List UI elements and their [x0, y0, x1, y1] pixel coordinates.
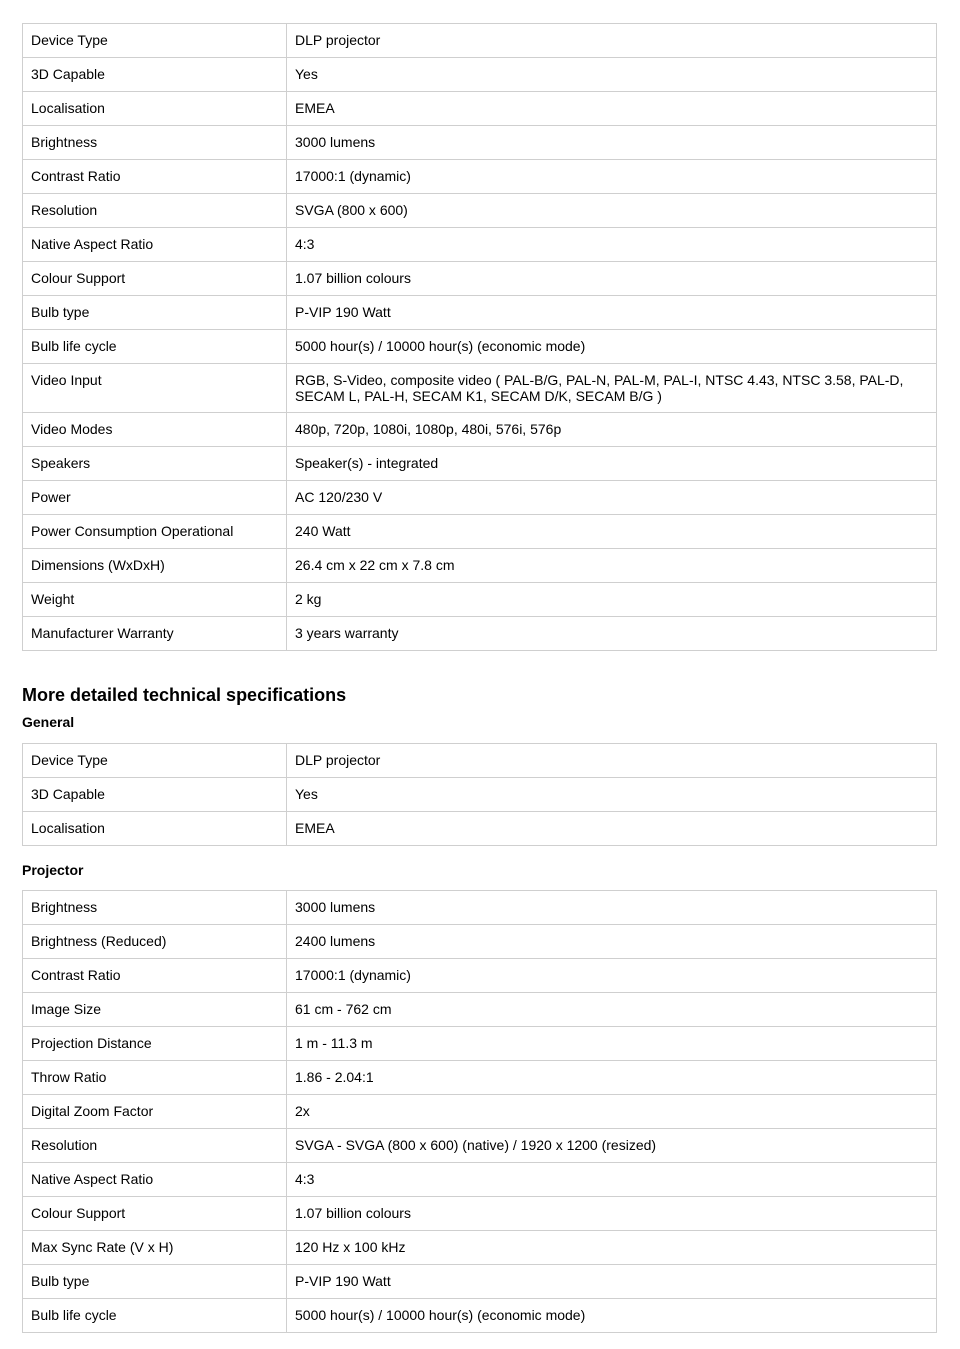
spec-label: Projection Distance [23, 1027, 287, 1061]
table-row [23, 160, 937, 194]
spec-value: Speaker(s) - integrated [287, 447, 937, 481]
table-row [23, 549, 937, 583]
spec-label: Max Sync Rate (V x H) [23, 1231, 287, 1265]
detailed-specs-title: More detailed technical specifications [22, 685, 347, 705]
spec-label: Contrast Ratio [23, 959, 287, 993]
table-row [23, 1061, 937, 1095]
table-row [23, 1197, 937, 1231]
spec-label: Localisation [23, 92, 287, 126]
table-row [23, 194, 937, 228]
table-row [23, 583, 937, 617]
table-row [23, 296, 937, 330]
spec-label: Bulb type [23, 1265, 287, 1299]
spec-label: Bulb life cycle [23, 1299, 287, 1333]
spec-label: Bulb type [23, 296, 287, 330]
spec-value: DLP projector [287, 744, 937, 778]
spec-value: Yes [287, 778, 937, 812]
spec-value: EMEA [287, 92, 937, 126]
spec-value: SVGA - SVGA (800 x 600) (native) / 1920 x 1200 (resized) [287, 1129, 937, 1163]
table-row [23, 993, 937, 1027]
table-row [23, 1299, 937, 1333]
spec-label: Native Aspect Ratio [23, 228, 287, 262]
spec-value: 4:3 [287, 228, 937, 262]
spec-value: DLP projector [287, 24, 937, 58]
table-row [23, 364, 937, 413]
table-row [23, 1265, 937, 1299]
table-row [23, 1095, 937, 1129]
spec-label: Power Consumption Operational [23, 515, 287, 549]
spec-label: Brightness [23, 126, 287, 160]
spec-label: Brightness [23, 891, 287, 925]
spec-value: 3000 lumens [287, 126, 937, 160]
spec-label: Throw Ratio [23, 1061, 287, 1095]
table-row [23, 58, 937, 92]
spec-value: EMEA [287, 812, 937, 846]
spec-label: 3D Capable [23, 778, 287, 812]
table-row [23, 891, 937, 925]
table-row [23, 447, 937, 481]
table-row [23, 1163, 937, 1197]
spec-value: 5000 hour(s) / 10000 hour(s) (economic mode) [287, 1299, 937, 1333]
spec-label: Colour Support [23, 1197, 287, 1231]
table-row [23, 959, 937, 993]
spec-value: 2400 lumens [287, 925, 937, 959]
spec-value: 4:3 [287, 1163, 937, 1197]
table-row [23, 262, 937, 296]
spec-label: Weight [23, 583, 287, 617]
spec-value: 3 years warranty [287, 617, 937, 651]
projector-spec-table [22, 890, 937, 1333]
table-row [23, 515, 937, 549]
spec-value: RGB, S-Video, composite video ( PAL-B/G, PAL-N, PAL-M, PAL-I, NTSC 4.43, NTSC 3.58, PAL-D, SECAM L, PAL-H, SECAM K1, SECAM D/K, SECAM B/G ) [287, 364, 937, 413]
spec-value: 1 m - 11.3 m [287, 1027, 937, 1061]
spec-value: 5000 hour(s) / 10000 hour(s) (economic mode) [287, 330, 937, 364]
spec-label: 3D Capable [23, 58, 287, 92]
spec-value: 26.4 cm x 22 cm x 7.8 cm [287, 549, 937, 583]
spec-label: Resolution [23, 1129, 287, 1163]
spec-label: Dimensions (WxDxH) [23, 549, 287, 583]
spec-value: 17000:1 (dynamic) [287, 959, 937, 993]
spec-value: AC 120/230 V [287, 481, 937, 515]
spec-value: 480p, 720p, 1080i, 1080p, 480i, 576i, 576p [287, 413, 937, 447]
spec-label: Device Type [23, 24, 287, 58]
table-row [23, 1027, 937, 1061]
table-row [23, 744, 937, 778]
spec-value: 61 cm - 762 cm [287, 993, 937, 1027]
table-row [23, 925, 937, 959]
spec-value: 240 Watt [287, 515, 937, 549]
spec-value: P-VIP 190 Watt [287, 296, 937, 330]
spec-label: Speakers [23, 447, 287, 481]
table-row [23, 228, 937, 262]
spec-label: Bulb life cycle [23, 330, 287, 364]
spec-label: Colour Support [23, 262, 287, 296]
table-row [23, 413, 937, 447]
spec-value: 2 kg [287, 583, 937, 617]
spec-value: SVGA (800 x 600) [287, 194, 937, 228]
section-heading-projector: Projector [22, 862, 84, 878]
summary-spec-table [22, 23, 937, 651]
spec-label: Resolution [23, 194, 287, 228]
table-row [23, 1129, 937, 1163]
spec-value: 17000:1 (dynamic) [287, 160, 937, 194]
spec-value: P-VIP 190 Watt [287, 1265, 937, 1299]
section-heading-general: General [22, 714, 75, 730]
table-row [23, 1231, 937, 1265]
spec-label: Video Modes [23, 413, 287, 447]
table-row [23, 92, 937, 126]
spec-label: Manufacturer Warranty [23, 617, 287, 651]
spec-value: 1.86 - 2.04:1 [287, 1061, 937, 1095]
table-row [23, 617, 937, 651]
table-row [23, 330, 937, 364]
table-row [23, 126, 937, 160]
spec-value: 120 Hz x 100 kHz [287, 1231, 937, 1265]
spec-label: Power [23, 481, 287, 515]
general-spec-table [22, 743, 937, 846]
spec-value: Yes [287, 58, 937, 92]
table-row [23, 778, 937, 812]
spec-label: Native Aspect Ratio [23, 1163, 287, 1197]
spec-label: Image Size [23, 993, 287, 1027]
spec-value: 3000 lumens [287, 891, 937, 925]
spec-label: Device Type [23, 744, 287, 778]
table-row [23, 24, 937, 58]
table-row [23, 812, 937, 846]
spec-value: 1.07 billion colours [287, 1197, 937, 1231]
spec-value: 1.07 billion colours [287, 262, 937, 296]
spec-value: 2x [287, 1095, 937, 1129]
table-row [23, 481, 937, 515]
spec-label: Contrast Ratio [23, 160, 287, 194]
spec-label: Video Input [23, 364, 287, 413]
spec-label: Localisation [23, 812, 287, 846]
spec-label: Brightness (Reduced) [23, 925, 287, 959]
spec-label: Digital Zoom Factor [23, 1095, 287, 1129]
